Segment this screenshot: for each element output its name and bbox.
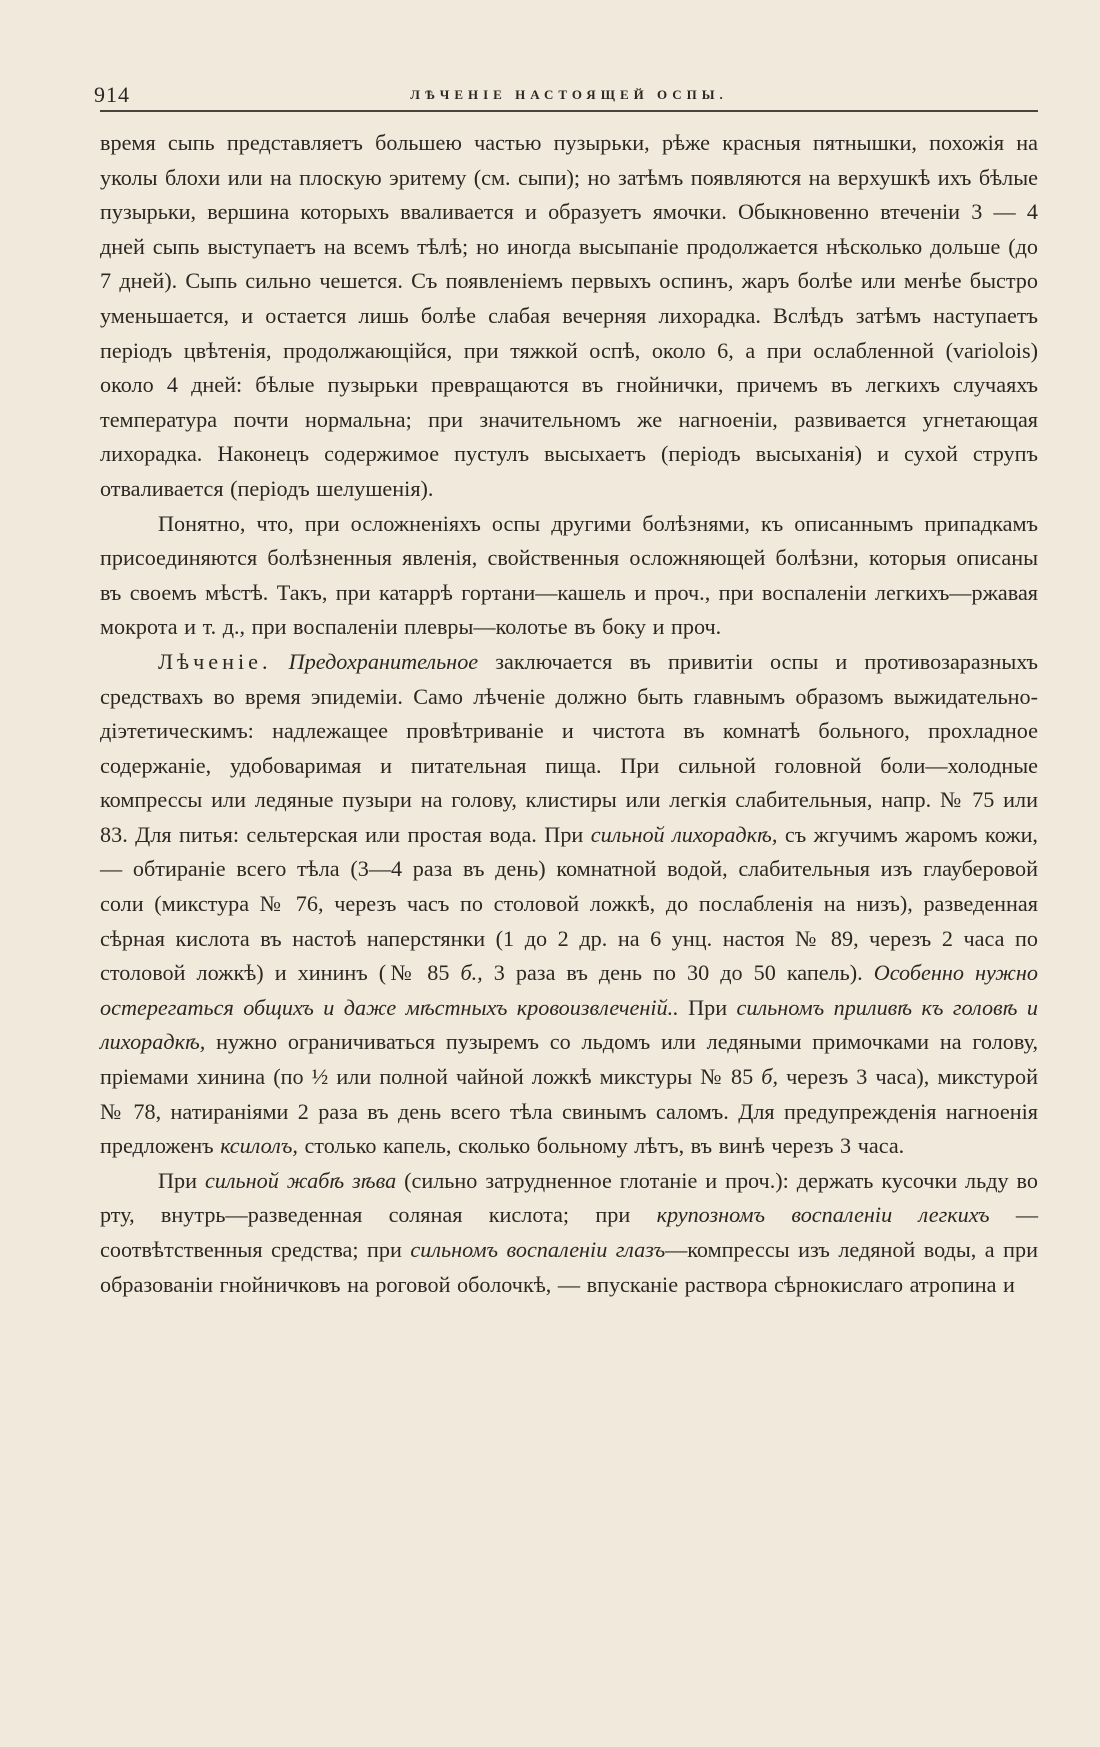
italic-term: Особенно нужно остерегаться общихъ и даже мѣстныхъ кровоизвлеченій.. [100,960,1039,1020]
paragraph-complications [100,507,1038,645]
text-segment: — соотвѣтственныя средства; при [100,1202,1039,1262]
running-title: ЛѢЧЕНІЕ НАСТОЯЩЕЙ ОСПЫ. [410,87,728,102]
text-segment: При [678,994,737,1020]
text-segment: заключается въ привитіи оспы и противозаразныхъ средствахъ во время эпидеміи. Само лѣченіе должно быть главнымъ образомъ выжидательно-діэтетическимъ: надлежащее провѣтриваніе и чистота въ комнатѣ больного, прохладное содержаніе, удобоваримая и питательная пища. При сильной головной боли—холодные компрессы или ледяные пузыри на голову, клистиры или легкія слабительныя, напр. № 75 или 83. Для питья: сельтерская или простая вода. При [100,648,1038,847]
text-segment: черезъ 3 часа), микстурой № 78, натираніями 2 раза въ день всего тѣла свинымъ саломъ. Для предупрежденія нагноенія предложенъ [100,1064,1038,1159]
italic-term: сильной жабѣ зѣва [204,1167,397,1193]
text-segment: съ жгучимъ жаромъ кожи, — обтираніе всего тѣла (3—4 раза въ день) комнатной водой, слабительныя изъ глауберовой соли (микстура № 76, черезъ часъ по столовой ложкѣ, до послабленія на низъ), разведенная сѣрная кислота въ настоѣ наперстянки (1 до 2 др. на 6 унц. настоя № 89, черезъ 2 часа по столовой ложкѣ) и хининъ (№ 85 [100,821,1038,986]
text-segment: 3 раза въ день по 30 до 50 капель). [482,960,874,986]
italic-term: крупозномъ воспаленіи легкихъ [656,1202,990,1228]
page-header [94,78,1038,112]
body-text [100,126,1038,1302]
text-segment: Понятно, что, при осложненіяхъ оспы другими болѣзнями, къ описаннымъ припадкамъ присоединяются болѣзненныя явленія, свойственныя осложняющей болѣзни, которыя описаны въ своемъ мѣстѣ. Такъ, при катаррѣ гортани—кашель и проч., при воспаленіи легкихъ—ржавая мокрота и т. д., при воспаленіи плевры—колотье въ боку и проч. [100,510,1038,640]
paragraph-continuation [100,126,1038,507]
italic-term: ксилолъ, [220,1133,298,1159]
italic-term: сильномъ приливѣ къ головѣ и лихорадкѣ, [100,994,1038,1055]
text-segment: столько капель, сколько больному лѣтъ, въ винѣ черезъ 3 часа. [297,1133,905,1159]
italic-term: б, [761,1064,779,1090]
text-segment: —компрессы изъ ледяной воды, а при образованіи гнойничковъ на роговой оболочкѣ, — впусканіе раствора сѣрнокислаго атропина и [100,1237,1038,1297]
text-segment [272,649,289,674]
italic-term: сильномъ воспаленіи глазъ [410,1237,666,1262]
paragraph-treatment [100,645,1038,1164]
italic-term: Предохранительное [288,648,479,674]
paragraph-complication-treatment [100,1164,1038,1302]
page-number: 914 [94,82,130,107]
italic-term: б., [460,960,483,986]
italic-term: сильной лихорадкѣ, [590,821,778,847]
text-segment: (сильно затрудненное глотаніе и проч.): держать кусочки льду во рту, внутрь—разведенная соляная кислота; при [100,1167,1038,1228]
text-segment: При [158,1167,205,1193]
section-heading: Лѣченіе. [158,648,272,674]
text-segment: время сыпь представляетъ большею частью пузырьки, рѣже красныя пятнышки, похожія на уколы блохи или на плоскую эритему (см. сыпи); но затѣмъ появляются на верхушкѣ ихъ бѣлые пузырьки, вершина которыхъ вваливается и образуетъ ямочки. Обыкновенно втеченіи 3 — 4 дней сыпь выступаетъ на всемъ тѣлѣ; но иногда высыпаніе продолжается нѣсколько дольше (до 7 дней). Сыпь сильно чешется. Съ появленіемъ первыхъ оспинъ, жаръ болѣе или менѣе быстро уменьшается, и остается лишь болѣе слабая вечерняя лихорадка. Вслѣдъ затѣмъ наступаетъ періодъ цвѣтенія, продолжающійся, при тяжкой оспѣ, около 6, а при ослабленной (varioloіs) около 4 дней: бѣлые пузырьки превращаются въ гнойнички, причемъ въ легкихъ случаяхъ температура почти нормальна; при значительномъ же нагноеніи, развивается угнетающая лихорадка. Наконецъ содержимое пустулъ высыхаетъ (періодъ высыханія) и сухой струпъ отваливается (періодъ шелушенія). [100,130,1038,501]
text-segment: нужно ограничиваться пузыремъ со льдомъ или ледяными примочками на голову, пріемами хинина (по ½ или полной чайной ложкѣ микстуры № 85 [100,1029,1038,1090]
